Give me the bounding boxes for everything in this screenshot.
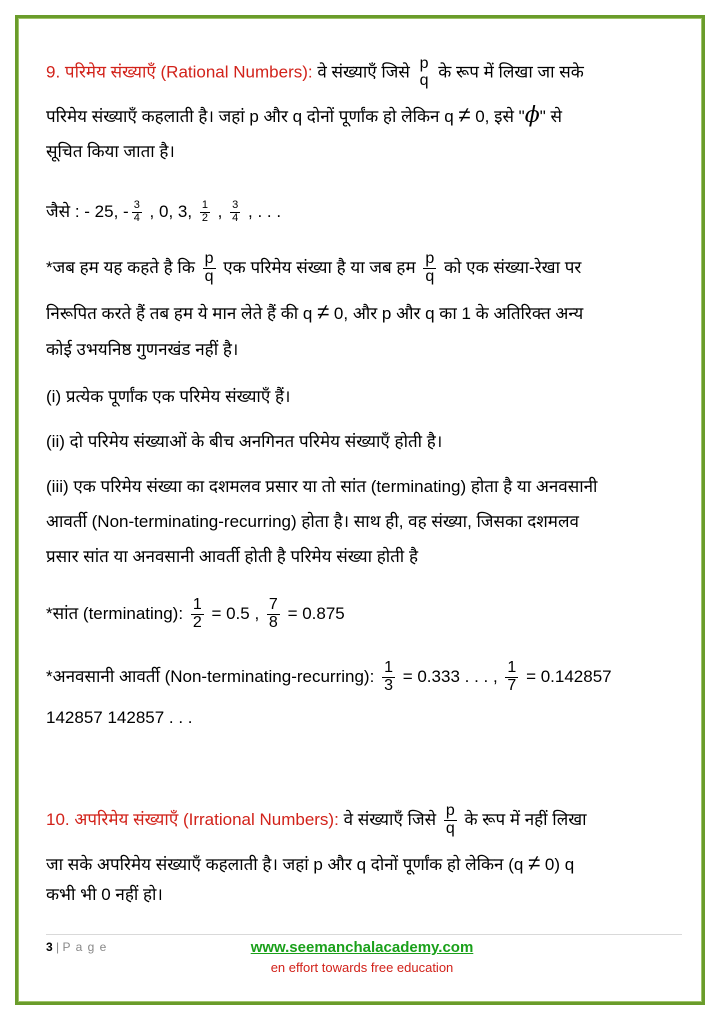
pq-fraction xyxy=(203,251,216,286)
frac-denominator: 7 xyxy=(507,677,517,695)
section9-line2-post: " से xyxy=(539,107,562,126)
examples-label: जैसे : - 25, - xyxy=(46,202,129,221)
terminating-value-2: = 0.875 xyxy=(287,604,345,623)
page-label: P a g e xyxy=(62,940,108,954)
section10-line3: कभी भी 0 नहीं हो। xyxy=(46,885,163,904)
frac-denominator: 4 xyxy=(232,212,239,225)
frac-denominator: 3 xyxy=(384,677,393,695)
frac-numerator: 1 xyxy=(507,659,517,677)
section9-title: परिमेय संख्याएँ (Rational Numbers): xyxy=(64,62,313,82)
frac-numerator: 1 xyxy=(192,596,202,614)
section10-heading-line xyxy=(46,803,587,838)
section10-line2 xyxy=(46,852,574,876)
frac-denominator: 4 xyxy=(133,212,140,225)
frac-denominator: 2 xyxy=(201,212,208,225)
recurring-line xyxy=(46,655,612,699)
note1-mid: एक परिमेय संख्या है या जब हम xyxy=(223,257,416,277)
note-line3: कोई उभयनिष्ठ गुणनखंड नहीं है। xyxy=(46,340,239,359)
example-fraction-3 xyxy=(230,200,240,224)
pq-fraction xyxy=(418,56,431,90)
examples-mid: , 0, 3, xyxy=(149,202,193,221)
section9-intro-pre: वे संख्याएँ जिसे xyxy=(317,62,410,82)
section9-intro-post: के रूप में लिखा जा सके xyxy=(438,62,584,82)
section9-line3: सूचित किया जाता है। xyxy=(46,142,175,161)
point-iii-line2: आवर्ती (Non-terminating-recurring) होता है। साथ ही, वह संख्या, जिसका दशमलव xyxy=(46,512,579,531)
not-equal-symbol: ≠ xyxy=(528,850,541,875)
point-ii: (ii) दो परिमेय संख्याओं के बीच अनगिनत परिमेय संख्याएँ होती है। xyxy=(46,432,443,451)
footer-website xyxy=(0,937,724,957)
recurring-fraction-2 xyxy=(505,660,518,695)
frac-numerator: p xyxy=(445,802,455,819)
phi-symbol: ϕ xyxy=(524,103,540,128)
recurring-fraction-1 xyxy=(382,660,395,695)
frac-numerator: 1 xyxy=(201,199,208,212)
frac-numerator: p xyxy=(204,250,214,267)
page-separator: | xyxy=(56,940,60,954)
frac-denominator: q xyxy=(445,819,455,837)
section9-line2-text: परिमेय संख्याएँ कहलाती है। जहां p और q दोनों पूर्णांक हो लेकिन q xyxy=(46,107,454,126)
examples-sep: , xyxy=(217,202,223,221)
website-link[interactable]: www.seemanchalacademy.com xyxy=(250,939,474,956)
section10-title: अपरिमेय संख्याएँ (Irrational Numbers): xyxy=(74,809,339,829)
frac-numerator: p xyxy=(419,55,429,72)
page-number: 3 xyxy=(46,940,53,954)
frac-denominator: q xyxy=(419,71,429,89)
frac-denominator: q xyxy=(204,267,214,285)
frac-numerator: p xyxy=(425,250,435,267)
frac-numerator: 3 xyxy=(133,199,140,212)
not-equal-symbol: ≠ xyxy=(458,102,471,127)
recurring-label: *अनवसानी आवर्ती (Non-terminating-recurring): xyxy=(46,667,375,686)
terminating-label: *सांत (terminating): xyxy=(46,604,184,623)
pq-fraction xyxy=(444,803,457,838)
terminating-fraction-2 xyxy=(267,597,280,632)
section9-line2 xyxy=(46,104,562,128)
section10-line2-post: 0) q xyxy=(544,855,575,874)
footer-tagline: en effort towards free education xyxy=(270,960,454,975)
point-iii-line3: प्रसार सांत या अनवसानी आवर्ती होती है परिमेय संख्या होती है xyxy=(46,547,418,566)
recurring-value-1: = 0.333 . . . , xyxy=(402,667,498,686)
frac-numerator: 3 xyxy=(232,199,239,212)
section9-heading-line xyxy=(46,56,584,90)
frac-denominator: 8 xyxy=(268,614,278,632)
section9-line2-mid: 0, इसे " xyxy=(475,107,525,126)
frac-numerator: 7 xyxy=(268,596,278,614)
examples-end: , . . . xyxy=(248,202,282,221)
note1-pre: *जब हम यह कहते है कि xyxy=(46,257,195,277)
note2-pre: निरूपित करते हैं तब हम ये मान लेते हैं की q xyxy=(46,304,313,323)
section10-intro-post: के रूप में नहीं लिखा xyxy=(464,809,587,829)
recurring-value-2: = 0.142857 xyxy=(526,667,612,686)
pq-fraction xyxy=(423,251,436,286)
frac-denominator: 2 xyxy=(192,614,202,632)
point-i: (i) प्रत्येक पूर्णांक एक परिमेय संख्याएँ हैं। xyxy=(46,387,291,406)
frac-denominator: q xyxy=(425,267,435,285)
example-fraction-2 xyxy=(200,200,210,224)
recurring-continuation: 142857 142857 . . . xyxy=(46,708,193,727)
section9-number: 9. xyxy=(46,62,61,82)
examples-line xyxy=(46,192,281,232)
section10-line2-text: जा सके अपरिमेय संख्याएँ कहलाती है। जहां p और q दोनों पूर्णांक हो लेकिन (q xyxy=(46,855,524,874)
note-line2 xyxy=(46,301,583,325)
example-fraction-1 xyxy=(132,200,142,224)
section10-intro-pre: वे संख्याएँ जिसे xyxy=(343,809,437,829)
terminating-line xyxy=(46,592,345,636)
frac-numerator: 1 xyxy=(384,659,393,677)
section10-number: 10. xyxy=(46,809,70,829)
note-line1 xyxy=(46,251,581,286)
note2-post: 0, और p और q का 1 के अतिरिक्त अन्य xyxy=(333,304,584,323)
note1-post: को एक संख्या-रेखा पर xyxy=(444,257,582,277)
not-equal-symbol: ≠ xyxy=(317,299,330,324)
terminating-value-1: = 0.5 , xyxy=(211,604,260,623)
point-iii-line1: (iii) एक परिमेय संख्या का दशमलव प्रसार या तो सांत (terminating) होता है या अनवसानी xyxy=(46,477,598,496)
footer-divider xyxy=(46,934,682,935)
terminating-fraction-1 xyxy=(191,597,204,632)
